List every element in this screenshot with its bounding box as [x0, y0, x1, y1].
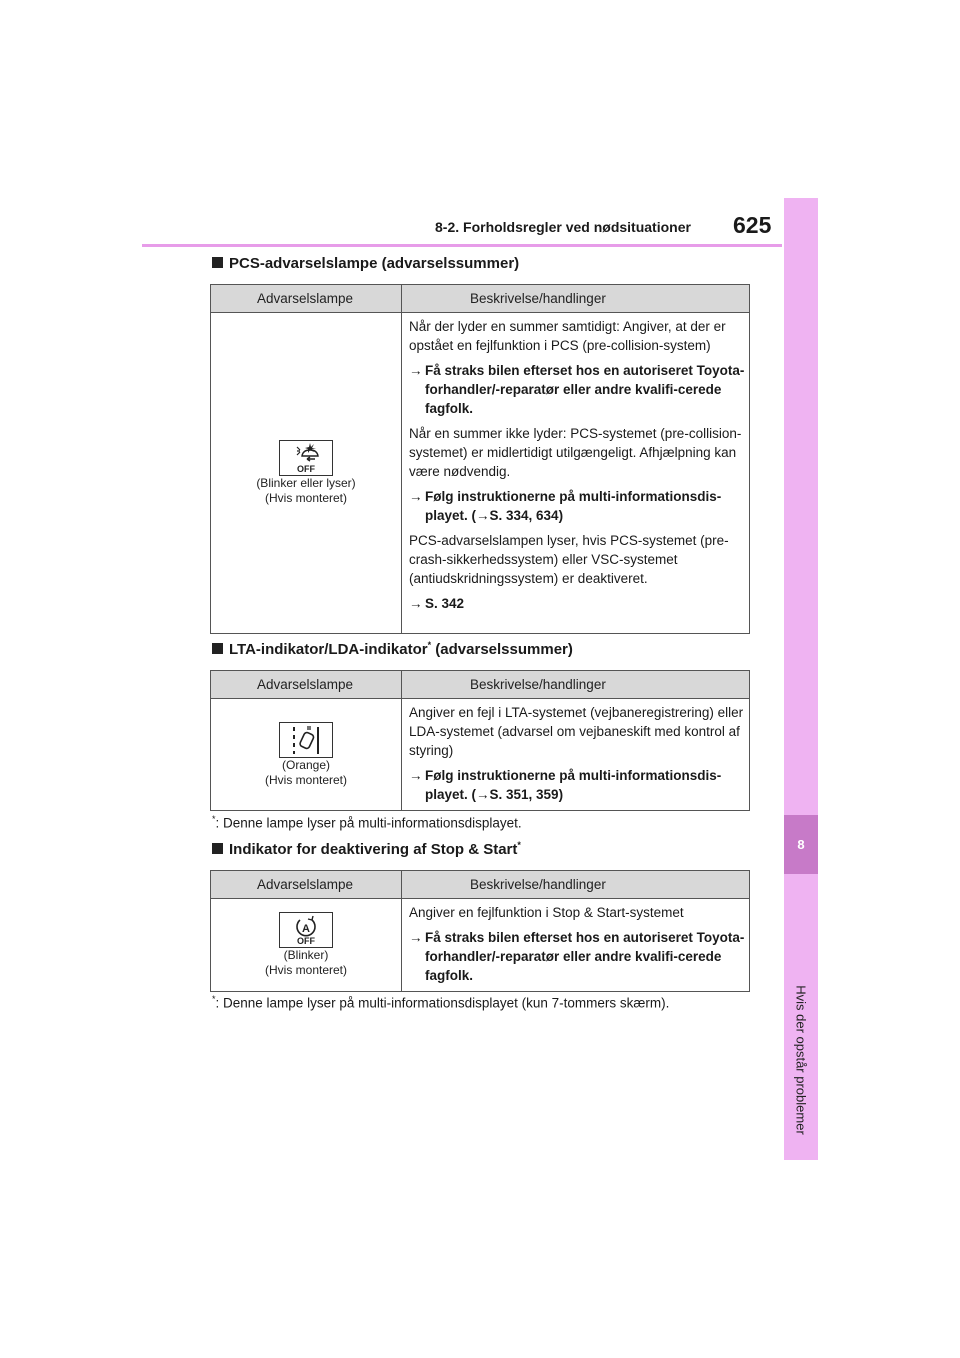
description-text: Angiver en fejl i LTA-systemet (vejbaneregistrering) eller LDA-systemet (advarsel om vejbaneskift med kontrol af styring): [409, 705, 744, 758]
square-bullet-icon: [212, 257, 223, 268]
stop-start-off-lamp-icon: [279, 912, 333, 948]
section-title: 8-2. Forholdsregler ved nødsituationer: [435, 219, 691, 235]
svg-text:A: A: [302, 923, 310, 935]
lamp-caption-fitted: (Hvis monteret): [264, 772, 347, 787]
description-text: Når en summer ikke lyder: PCS-systemet (pre-collision-systemet) er midlertidigt utilgængeligt. Afhjælpning kan være nødvendig.: [409, 426, 742, 479]
header-divider: [142, 244, 782, 247]
arrow-icon: →: [409, 596, 423, 611]
footnote-stop-start: *: Denne lampe lyser på multi-informationsdisplayet (kun 7-tommers skærm).: [212, 994, 670, 1011]
column-header-lamp: Advarselslampe: [211, 871, 402, 899]
section-heading-stop-start: Indikator for deaktivering af Stop & Start*: [212, 840, 521, 858]
column-header-lamp: Advarselslampe: [211, 285, 402, 313]
chapter-label: Hvis der opstår problemer: [793, 985, 809, 1135]
lamp-caption-state: (Blinker eller lyser): [256, 476, 356, 490]
action-item: → Få straks bilen efterset hos en autoriseret Toyota-forhandler/-reparatør eller andre kvalifi-cerede fagfolk.: [409, 363, 745, 416]
lamp-cell: [211, 699, 402, 811]
warning-table-lta: [210, 670, 750, 811]
action-item: → Få straks bilen efterset hos en autoriseret Toyota-forhandler/-reparatør eller andre kvalifi-cerede fagfolk.: [409, 930, 745, 983]
column-header-description: Beskrivelse/handlinger: [402, 671, 750, 699]
section-heading-lta: LTA-indikator/LDA-indikator* (advarselssummer): [212, 640, 573, 658]
svg-text:OFF: OFF: [297, 936, 315, 946]
action-item: → Følg instruktionerne på multi-informationsdis-playet. (→S. 351, 359): [409, 768, 722, 802]
arrow-icon: →: [409, 768, 423, 783]
lamp-cell: [211, 313, 402, 634]
arrow-icon: →: [409, 930, 423, 945]
action-item: → Følg instruktionerne på multi-informationsdis-playet. (→S. 334, 634): [409, 489, 722, 523]
lamp-caption-state: (Orange): [281, 757, 331, 772]
warning-table-stop-start: [210, 870, 750, 992]
arrow-icon: →: [409, 363, 423, 378]
lamp-caption-fitted: (Hvis monteret): [264, 963, 347, 977]
lamp-cell: [211, 899, 402, 992]
footnote-lta: *: Denne lampe lyser på multi-informationsdisplayet.: [212, 814, 522, 831]
page-number: 625: [733, 212, 772, 238]
description-text: PCS-advarselslampen lyser, hvis PCS-systemet (pre-crash-sikkerhedssystem) eller VSC-systemet (antiudskridningssystem) er deaktiveret.: [409, 533, 729, 586]
column-header-description: Beskrivelse/handlinger: [402, 871, 750, 899]
description-cell: [402, 313, 750, 634]
square-bullet-icon: [212, 843, 223, 854]
description-cell: [402, 899, 750, 992]
description-cell: [402, 699, 750, 811]
lane-departure-lamp-icon: [279, 722, 333, 758]
chapter-number: 8: [784, 815, 818, 874]
lamp-caption-state: (Blinker): [283, 948, 329, 962]
section-heading-pcs: PCS-advarselslampe (advarselssummer): [212, 255, 519, 272]
pcs-off-lamp-icon: [279, 440, 333, 476]
column-header-description: Beskrivelse/handlinger: [402, 285, 750, 313]
action-item: → S. 342: [409, 596, 465, 611]
column-header-lamp: Advarselslampe: [211, 671, 402, 699]
description-text: Angiver en fejlfunktion i Stop & Start-systemet: [409, 905, 684, 920]
arrow-icon: →: [409, 489, 423, 504]
svg-text:OFF: OFF: [297, 464, 315, 474]
square-bullet-icon: [212, 643, 223, 654]
warning-table-pcs: [210, 284, 750, 634]
description-text: Når der lyder en summer samtidigt: Angiver, at der er opstået en fejlfunktion i PCS (pre-collision-system): [409, 319, 726, 353]
lamp-caption-fitted: (Hvis monteret): [264, 491, 347, 505]
